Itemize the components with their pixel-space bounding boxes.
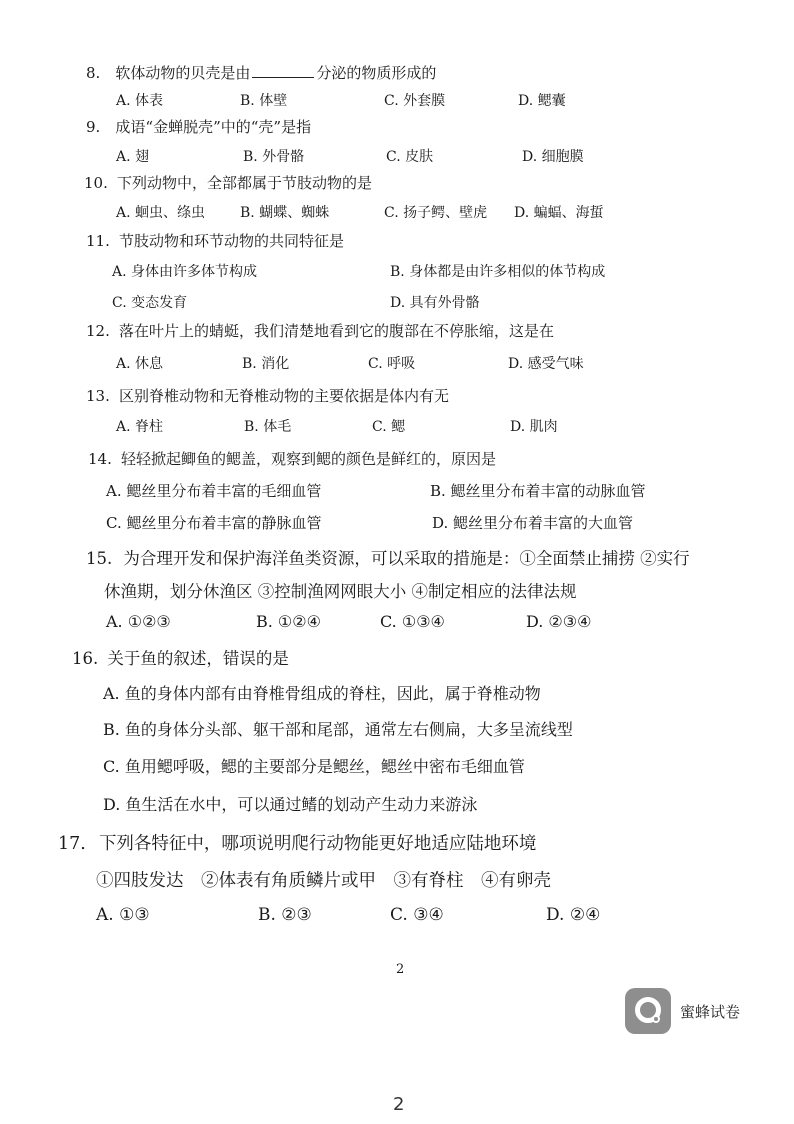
- question-17: [58, 830, 536, 855]
- question-number: 16.: [72, 649, 99, 668]
- question-14: [88, 448, 496, 469]
- question-number: 8.: [86, 64, 101, 82]
- option-b: B. 蝴蝶、蜘蛛: [240, 205, 330, 221]
- question-11: [86, 230, 344, 251]
- option-b: B. 体毛: [244, 419, 292, 435]
- question-stem: 关于鱼的叙述，错误的是: [107, 649, 289, 668]
- question-number: 17.: [58, 834, 86, 854]
- option-b: B. 外骨骼: [243, 149, 305, 165]
- question-number: 10.: [84, 174, 108, 192]
- question-15-line2: [104, 578, 577, 602]
- statement-list: ①四肢发达 ②体表有角质鳞片或甲 ③有脊柱 ④有卵壳: [96, 871, 551, 891]
- option-d: D. 鱼生活在水中，可以通过鳍的划动产生动力来游泳: [103, 795, 478, 814]
- question-number: 9.: [86, 118, 101, 136]
- question-12: [86, 320, 554, 341]
- option-b: B. ①②④: [256, 612, 321, 631]
- option-d: D. 肌肉: [510, 419, 558, 435]
- question-16: [72, 645, 289, 669]
- option-a: A. 身体由许多体节构成: [112, 264, 258, 280]
- question-stem: 软体动物的贝壳是由: [115, 64, 251, 82]
- question-stem: 下列各特征中，哪项说明爬行动物能更好地适应陆地环境: [98, 834, 537, 854]
- question-stem: 落在叶片上的蜻蜓，我们清楚地看到它的腹部在不停胀缩，这是在: [118, 322, 554, 340]
- option-a: A. 鱼的身体内部有由脊椎骨组成的脊柱，因此，属于脊椎动物: [103, 684, 541, 703]
- option-c: C. 呼吸: [368, 356, 416, 372]
- question-17-line2: [96, 867, 551, 892]
- option-b: B. 身体都是由许多相似的体节构成: [390, 264, 606, 280]
- option-a: A. ①②③: [106, 612, 171, 631]
- question-13: [86, 385, 449, 406]
- option-b: B. 消化: [242, 356, 290, 372]
- question-stem: 成语“金蝉脱壳”中的“壳”是指: [115, 118, 312, 136]
- answer-blank: [252, 65, 314, 78]
- question-number: 14.: [88, 450, 112, 468]
- option-d: D. 感受气味: [508, 356, 584, 372]
- question-number: 13.: [86, 387, 110, 405]
- question-stem: 区别脊椎动物和无脊椎动物的主要依据是体内有无: [118, 387, 449, 405]
- question-9: [86, 116, 311, 137]
- option-a: A. 体表: [116, 93, 164, 109]
- option-a: A. 蛔虫、绦虫: [116, 205, 206, 221]
- option-c: C. 变态发育: [112, 295, 188, 311]
- option-c: C. ①③④: [380, 612, 445, 631]
- page-number-outer: 2: [393, 1094, 405, 1115]
- question-number: 11.: [86, 232, 110, 250]
- question-stem: 下列动物中，全部都属于节肢动物的是: [116, 174, 372, 192]
- option-a: A. 休息: [116, 356, 164, 372]
- option-d: D. 鳃丝里分布着丰富的大血管: [432, 514, 634, 532]
- option-a: A. 翅: [116, 149, 150, 165]
- option-b: B. 体壁: [240, 93, 288, 109]
- option-b: B. 鳃丝里分布着丰富的动脉血管: [430, 482, 646, 500]
- option-d: D. ②③④: [526, 612, 592, 631]
- question-15: [86, 545, 690, 569]
- question-10: [84, 172, 372, 193]
- option-c: C. 鳃: [372, 419, 406, 435]
- option-d: D. 鳃囊: [518, 93, 566, 109]
- option-d: D. 蝙蝠、海蜇: [514, 205, 604, 221]
- page-number-inner: 2: [396, 962, 405, 977]
- option-c: C. 鳃丝里分布着丰富的静脉血管: [106, 514, 322, 532]
- question-8: [86, 62, 436, 83]
- option-d: D. 细胞膜: [522, 149, 584, 165]
- option-c: C. 外套膜: [384, 93, 446, 109]
- option-b: B. 鱼的身体分头部、躯干部和尾部，通常左右侧扁，大多呈流线型: [103, 720, 573, 739]
- option-c: C. 皮肤: [386, 149, 434, 165]
- question-stem: 为合理开发和保护海洋鱼类资源，可以采取的措施是：①全面禁止捕捞 ②实行: [123, 549, 690, 568]
- option-b: B. ②③: [258, 905, 312, 925]
- option-a: A. 鳃丝里分布着丰富的毛细血管: [106, 482, 322, 500]
- watermark-label: 蜜蜂试卷: [680, 1003, 741, 1021]
- question-stem: 轻轻掀起鲫鱼的鳃盖，观察到鳃的颜色是鲜红的，原因是: [120, 450, 496, 468]
- question-stem: 节肢动物和环节动物的共同特征是: [118, 232, 344, 250]
- question-stem-cont: 休渔期，划分休渔区 ③控制渔网网眼大小 ④制定相应的法律法规: [104, 582, 577, 601]
- option-c: C. 鱼用鳃呼吸，鳃的主要部分是鳃丝，鳃丝中密布毛细血管: [103, 757, 525, 776]
- option-c: C. ③④: [390, 905, 444, 925]
- option-d: D. ②④: [546, 905, 601, 925]
- option-d: D. 具有外骨骼: [390, 295, 480, 311]
- question-number: 15.: [86, 549, 113, 568]
- option-c: C. 扬子鳄、壁虎: [384, 205, 488, 221]
- bee-logo-icon: [625, 988, 671, 1034]
- question-number: 12.: [86, 322, 110, 340]
- option-a: A. ①③: [96, 905, 150, 925]
- question-stem-cont: 分泌的物质形成的: [316, 64, 437, 82]
- option-a: A. 脊柱: [116, 419, 164, 435]
